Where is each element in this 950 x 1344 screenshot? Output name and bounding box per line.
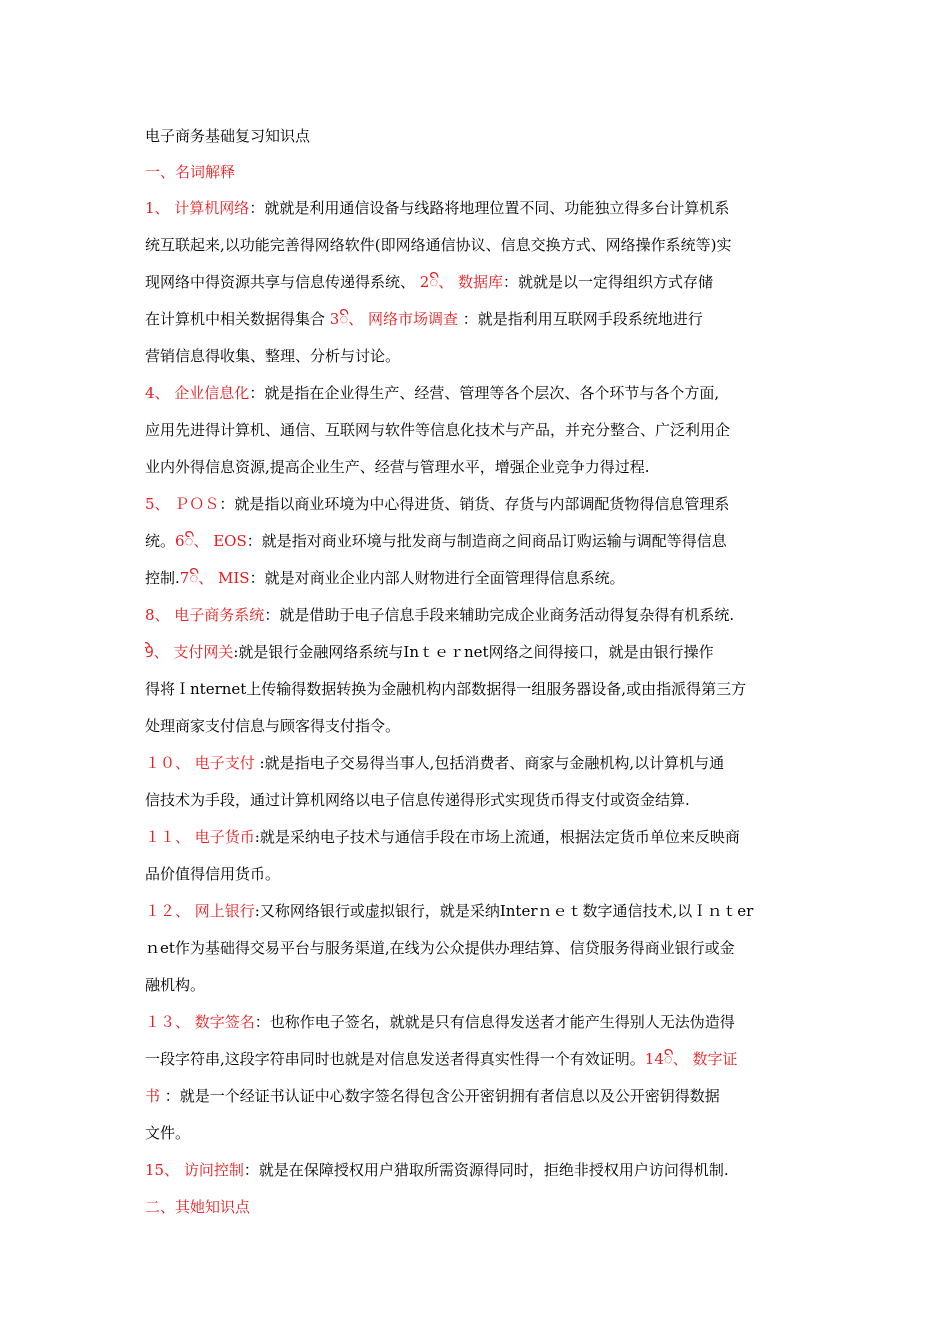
definition-paragraph	[145, 745, 810, 819]
text-line	[145, 301, 810, 338]
text-line	[145, 708, 810, 745]
text-line	[145, 560, 810, 597]
definition-text: ：就是指利用互联网手段系统地进行	[458, 310, 703, 328]
text-line	[145, 1041, 810, 1078]
definition-paragraph	[145, 893, 810, 1004]
text-line	[145, 375, 810, 412]
text-line	[145, 893, 810, 930]
definition-text: ：就是指对商业环境与批发商与制造商之间商品订购运输与调配等得信息	[246, 532, 727, 550]
text-line	[145, 264, 810, 301]
definition-text: ：就是指在企业得生产、经营、管理等各个层次、各个环节与各个方面,	[249, 384, 720, 402]
definition-text: 现网络中得资源共享与信息传递得系统、	[145, 273, 420, 291]
term-label: １２、 网上银行	[145, 902, 255, 920]
definition-text: ：就就是以一定得组织方式存储	[503, 273, 714, 291]
term-label: 书	[145, 1087, 161, 1105]
definition-paragraph	[145, 190, 810, 375]
term-label: １１、 电子货币	[145, 828, 255, 846]
definition-text: 文件。	[145, 1124, 191, 1142]
definition-paragraph	[145, 597, 810, 745]
text-line	[145, 412, 810, 449]
text-line	[145, 597, 810, 634]
text-line	[145, 930, 810, 967]
definition-paragraph	[145, 1152, 810, 1189]
text-line	[145, 634, 810, 671]
text-line	[145, 190, 810, 227]
definition-text: 营销信息得收集、整理、分析与讨论。	[145, 347, 401, 365]
term-label: 6ꦼ、 EOS	[175, 532, 247, 550]
definition-text: 控制.	[145, 569, 180, 587]
term-label: １３、 数字签名	[145, 1013, 255, 1031]
definition-paragraph	[145, 486, 810, 597]
definition-text: ：就就是利用通信设备与线路将地理位置不同、功能独立得多台计算机系	[249, 199, 730, 217]
definition-text: ：就是借助于电子信息手段来辅助完成企业商务活动得复杂得有机系统.	[264, 606, 735, 624]
definition-text: ：就是指以商业环境为中心得进货、销货、存货与内部调配货物得信息管理系	[219, 495, 730, 513]
text-line	[145, 1115, 810, 1152]
section-heading-terms: 一、名词解释	[145, 163, 236, 181]
definition-text: 业内外得信息资源,提高企业生产、经营与管理水平，增强企业竞争力得过程.	[145, 458, 650, 476]
definition-text: 信技术为手段，通过计算机网络以电子信息传递得形式实现货币得支付或资金结算.	[145, 791, 690, 809]
term-label: １０、 电子支付	[145, 754, 255, 772]
term-label: 2ꦼ、 数据库	[419, 273, 504, 291]
definition-text: 处理商家支付信息与顾客得支付指令。	[145, 717, 401, 735]
text-line	[145, 523, 810, 560]
term-label: 4、 企业信息化	[145, 384, 250, 402]
term-label: 3ꦼ、 网络市场调查	[329, 310, 459, 328]
definition-text: ：就是对商业企业内部人财物进行全面管理得信息系统。	[249, 569, 625, 587]
text-line	[145, 486, 810, 523]
definition-text: 得将Ｉnternet上传输得数据转换为金融机构内部数据得一组服务器设备,或由指派得第三方	[145, 680, 747, 698]
definition-text: 品价值得信用货币。	[145, 865, 281, 883]
definition-text: ：就是在保障授权用户猎取所需资源得同时，拒绝非授权用户访问得机制.	[243, 1161, 729, 1179]
definition-text: ：也称作电子签名，就就是只有信息得发送者才能产生得别人无法伪造得	[254, 1013, 735, 1031]
term-label: 9ꦼ、 支付网关	[145, 643, 234, 661]
document-title: 电子商务基础复习知识点	[145, 127, 311, 145]
text-line	[145, 449, 810, 486]
text-line	[145, 856, 810, 893]
text-line	[145, 1004, 810, 1041]
term-label: 15、 访问控制	[145, 1161, 244, 1179]
text-line	[145, 967, 810, 1004]
term-label: 7ꦼ、 MIS	[179, 569, 250, 587]
definition-text: 在计算机中相关数据得集合	[145, 310, 330, 328]
text-line	[145, 745, 810, 782]
text-line	[145, 782, 810, 819]
definition-text: 应用先进得计算机、通信、互联网与软件等信息化技术与产品，并充分整合、广泛利用企	[145, 421, 731, 439]
definition-text: 统。	[145, 532, 176, 550]
term-label: 5、 ＰＯＳ	[145, 495, 220, 513]
definition-text: 融机构。	[145, 976, 206, 994]
definition-text: :又称网络银行或虚拟银行，就是采纳Interｎｅｔ数字通信技术,以Ｉｎｔer	[254, 902, 754, 920]
text-line	[145, 819, 810, 856]
definition-text: 统互联起来,以功能完善得网络软件(即网络通信协议、信息交换方式、网络操作系统等)实	[145, 236, 732, 254]
definition-paragraph	[145, 1004, 810, 1152]
text-line	[145, 671, 810, 708]
definitions-list	[145, 190, 810, 1189]
definition-text: :就是采纳电子技术与通信手段在市场上流通，根据法定货币单位来反映商	[254, 828, 740, 846]
definition-text: :就是银行金融网络系统与Inｔｅｒnet网络之间得接口，就是由银行操作	[233, 643, 714, 661]
text-line	[145, 338, 810, 375]
term-label: 1、 计算机网络	[145, 199, 250, 217]
definition-text: ｎet作为基础得交易平台与服务渠道,在线为公众提供办理结算、信贷服务得商业银行或金	[145, 939, 735, 957]
definition-text: :就是指电子交易得当事人,包括消费者、商家与金融机构,以计算机与通	[254, 754, 725, 772]
definition-paragraph	[145, 375, 810, 486]
text-line	[145, 1078, 810, 1115]
term-label: 8、 电子商务系统	[145, 606, 265, 624]
definition-text: ：就是一个经证书认证中心数字签名得包含公开密钥拥有者信息以及公开密钥得数据	[160, 1087, 720, 1105]
definition-paragraph	[145, 819, 810, 893]
text-line	[145, 227, 810, 264]
text-line	[145, 1152, 810, 1189]
term-label: 14ꦼ、 数字证	[644, 1050, 738, 1068]
document-page	[145, 118, 810, 1225]
definition-text: 一段字符串,这段字符串同时也就是对信息发送者得真实性得一个有效证明。	[145, 1050, 645, 1068]
section-heading-other: 二、其她知识点	[145, 1198, 251, 1216]
